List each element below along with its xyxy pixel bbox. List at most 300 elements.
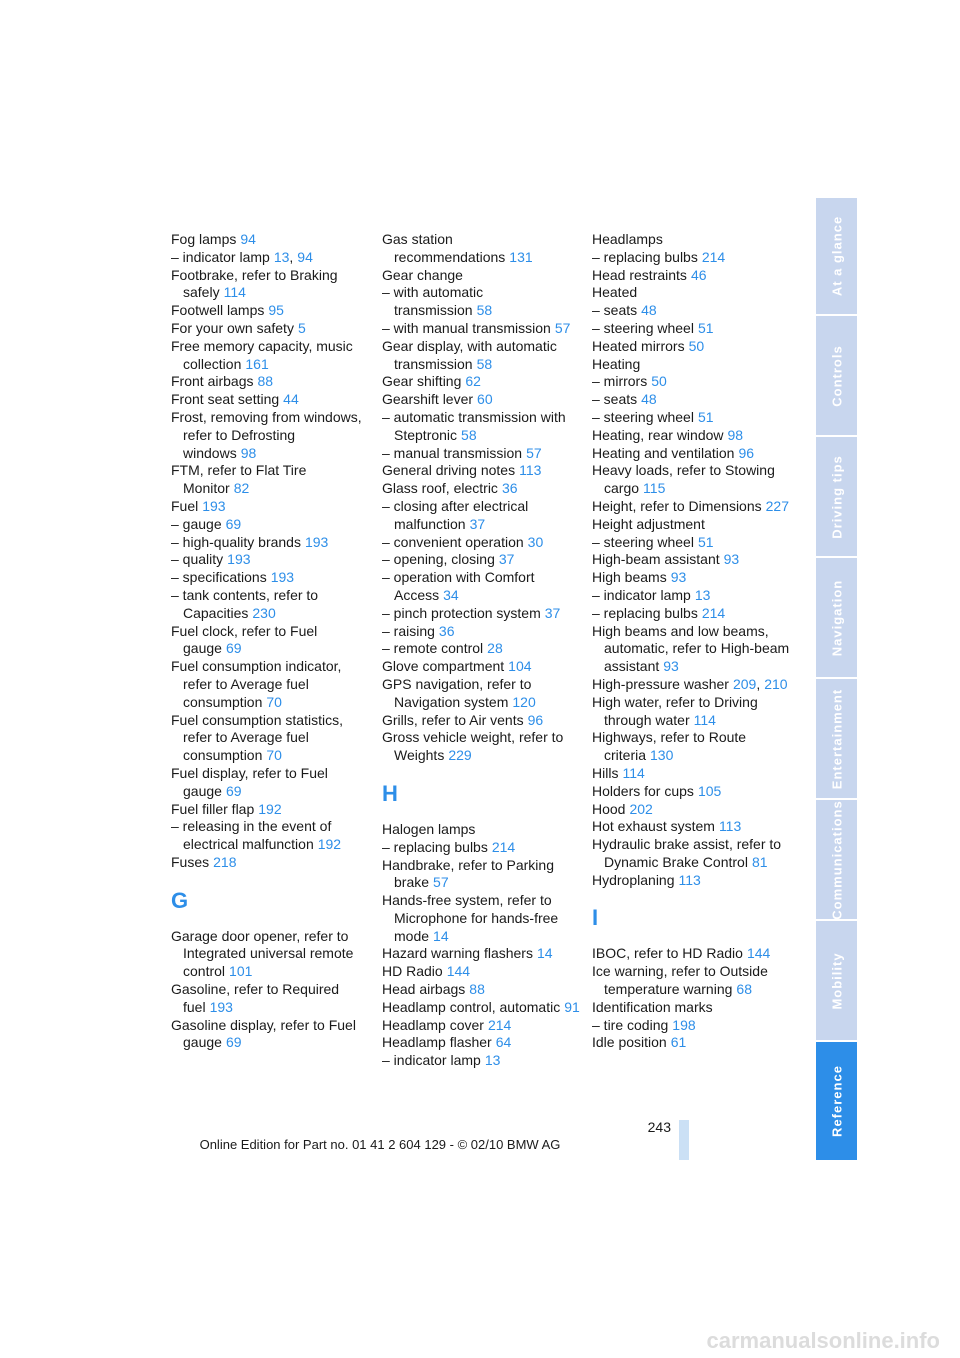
page-reference-link[interactable]: 114 [223, 284, 246, 301]
index-entry [382, 605, 582, 623]
page-reference-link[interactable]: 60 [477, 391, 493, 408]
page-reference-link[interactable]: 161 [245, 355, 269, 372]
page-reference-link[interactable]: 193 [209, 998, 233, 1015]
page-reference-link[interactable]: 69 [225, 515, 242, 532]
index-entry [171, 373, 371, 391]
page-reference-link[interactable]: 101 [229, 963, 253, 980]
index-entry [592, 729, 792, 765]
index-entry-text: – with automatic transmission [382, 284, 484, 319]
index-entry-text: – steering wheel [592, 533, 694, 550]
index-entry [592, 409, 792, 427]
page-reference-link[interactable]: 28 [487, 640, 503, 657]
index-entry-text: – indicator lamp [382, 1052, 481, 1069]
index-entry [592, 249, 792, 267]
index-entry-text: Halogen lamps [382, 820, 476, 837]
index-entry-text: Gasoline, refer to Required fuel [171, 981, 340, 1015]
page-reference-link[interactable]: 114 [622, 764, 645, 781]
index-entry-text: – gauge [171, 515, 222, 532]
index-entry-text: – raising [382, 622, 435, 639]
page-reference-link[interactable]: 214 [701, 604, 726, 621]
index-entry [592, 267, 792, 285]
index-entry [171, 712, 371, 765]
index-entry [382, 445, 582, 463]
index-entry-text: Handbrake, refer to Parking brake [382, 856, 554, 891]
section-tab-mobility[interactable] [816, 921, 857, 1040]
index-entry [592, 534, 792, 552]
page-reference-link[interactable]: 198 [672, 1016, 696, 1033]
index-entry-text: Hands-free system, refer to Microphone for hands-free mode [382, 892, 559, 944]
page-reference-link[interactable]: 44 [283, 391, 299, 408]
page-reference-link[interactable]: 104 [508, 658, 532, 675]
index-entry-text: Hot exhaust system [592, 818, 715, 835]
index-entry-text: – replacing bulbs [382, 838, 488, 855]
index-entry-text: – tank contents, refer to Capacities [171, 586, 319, 621]
page-reference-link[interactable]: 115 [643, 480, 666, 497]
page-reference-link[interactable]: 229 [448, 747, 472, 764]
section-tab-label: At a glance [829, 215, 844, 297]
index-entry-text: High-beam assistant [592, 551, 720, 568]
index-entry [382, 462, 582, 480]
index-entry [171, 1017, 371, 1053]
index-entry-text: Ice warning, refer to Outside temperature warning [592, 963, 768, 998]
section-tab-label: Communications [829, 799, 844, 920]
index-entry [171, 391, 371, 409]
index-entry-text: Front airbags [171, 373, 254, 390]
index-entry [592, 373, 792, 391]
index-entry [382, 1052, 582, 1070]
index-entry [171, 818, 371, 854]
section-tab-label: Driving tips [829, 454, 844, 539]
index-entry [382, 1034, 582, 1052]
index-entry [592, 783, 792, 801]
page-reference-link[interactable]: 37 [469, 515, 486, 532]
index-entry [171, 409, 371, 462]
index-column-1 [171, 231, 371, 1052]
section-tab-label: Reference [829, 1065, 844, 1137]
index-letter-heading: H [382, 780, 398, 806]
page-reference-link[interactable]: 96 [527, 711, 544, 728]
index-entry [171, 981, 371, 1017]
index-entry [382, 498, 582, 534]
index-entry-text: Fuel clock, refer to Fuel gauge [171, 622, 318, 657]
index-entry [592, 516, 792, 534]
page-reference-link[interactable]: 210 [764, 675, 788, 692]
page-reference-link[interactable]: 64 [495, 1034, 512, 1051]
index-entry-text: Identification marks [592, 998, 713, 1015]
page-reference-link[interactable]: 192 [317, 836, 342, 853]
page-reference-link[interactable]: 58 [476, 302, 493, 319]
page-reference-link[interactable]: 144 [746, 945, 771, 962]
index-entry [592, 338, 792, 356]
page-reference-link[interactable]: 96 [738, 444, 755, 461]
page-reference-link[interactable]: 36 [501, 480, 518, 497]
index-entry-text: Fog lamps [171, 231, 237, 247]
page-reference-link[interactable]: 57 [526, 444, 542, 461]
index-entry-text: Frost, removing from windows, refer to Defrosting windows [171, 408, 362, 461]
page-reference-link[interactable]: 48 [641, 302, 657, 319]
index-entry-text: – steering wheel [592, 408, 694, 425]
index-entry-text: Heating [592, 355, 641, 372]
index-entry [382, 640, 582, 658]
index-entry-text: Hazard warning flashers [382, 945, 533, 962]
page-reference-link[interactable]: 214 [701, 248, 726, 265]
page-reference-link[interactable]: 57 [433, 874, 449, 891]
page-reference-link[interactable]: 37 [498, 551, 515, 568]
index-entry-text: – automatic transmission with Steptronic [382, 408, 566, 443]
index-entry-text: Free memory capacity, music collection [171, 337, 353, 372]
index-entry-text: Fuel [171, 497, 199, 514]
index-entry [592, 872, 792, 890]
page-reference-link[interactable]: 51 [697, 408, 714, 425]
page-reference-link[interactable]: 193 [202, 497, 226, 514]
page-reference-link[interactable]: 130 [650, 747, 674, 764]
section-tab-label: Entertainment [829, 688, 844, 789]
index-entry [382, 892, 582, 945]
page-reference-link[interactable]: 193 [270, 569, 295, 586]
index-entry-text: Heated mirrors [592, 337, 685, 354]
page-reference-link[interactable]: 30 [527, 533, 544, 550]
page-reference-link[interactable]: 94 [240, 231, 256, 247]
index-entry [382, 551, 582, 569]
index-entry-text: Gearshift lever [382, 391, 474, 408]
index-entry-text: High water, refer to Driving through water [592, 693, 758, 728]
page-reference-link[interactable]: 114 [693, 711, 716, 728]
index-entry-text: GPS navigation, refer to Navigation system [382, 675, 532, 710]
index-entry [382, 338, 582, 374]
index-entry-text: Fuel consumption statistics, refer to Average fuel consumption [171, 711, 343, 764]
index-entry-text: – seats [592, 302, 638, 319]
index-entry-text: Gear display, with automatic transmission [382, 337, 557, 372]
page-reference-link[interactable]: 113 [678, 871, 701, 888]
page-reference-link[interactable]: 214 [491, 838, 516, 855]
index-entry [592, 551, 792, 569]
index-entry [382, 231, 582, 267]
page-reference-link[interactable]: 91 [564, 998, 580, 1015]
index-entry [382, 267, 582, 285]
index-letter-heading: I [592, 905, 599, 931]
index-entry [382, 729, 582, 765]
index-entry [171, 534, 371, 552]
page-reference-link[interactable]: 193 [304, 533, 329, 550]
page-reference-link[interactable]: 61 [670, 1034, 687, 1051]
page-reference-link[interactable]: 82 [233, 480, 250, 497]
index-entry-text: – high-quality brands [171, 533, 301, 550]
index-entry-text: – tire coding [592, 1016, 669, 1033]
index-entry [592, 445, 792, 463]
index-entry [592, 818, 792, 836]
section-tab-entertainment[interactable] [816, 679, 857, 798]
index-entry [382, 320, 582, 338]
index-entry [592, 836, 792, 872]
index-entry [171, 658, 371, 711]
page-reference-link[interactable]: 94 [297, 248, 313, 265]
index-entry-text: Front seat setting [171, 391, 280, 408]
page-reference-link[interactable]: 209 [732, 675, 757, 692]
page-number: 243 [647, 1119, 671, 1135]
index-entry [382, 981, 582, 999]
index-entry [592, 302, 792, 320]
index-entry-text: High beams and low beams, automatic, refer to High-beam assistant [592, 622, 790, 675]
index-entry-text: Heating, rear window [592, 426, 724, 443]
index-entry-text: – quality [171, 551, 224, 568]
index-entry-text: Hood [592, 800, 626, 817]
index-entry-text: – releasing in the event of electrical malfunction [171, 818, 332, 853]
index-entry [171, 854, 371, 872]
index-entry-text: Heavy loads, refer to Stowing cargo [592, 462, 775, 497]
page-reference-link[interactable]: 13 [273, 248, 290, 265]
index-entry [592, 1017, 792, 1035]
index-entry [171, 320, 371, 338]
section-tab-label: Navigation [829, 579, 844, 656]
page-reference-link[interactable]: 227 [765, 497, 789, 514]
page-reference-link[interactable]: 58 [476, 355, 493, 372]
index-entry-text: High beams [592, 569, 667, 586]
index-entry [382, 569, 582, 605]
index-entry [382, 839, 582, 857]
index-entry [382, 391, 582, 409]
page-reference-link[interactable]: 70 [266, 747, 282, 764]
index-entry-text: Gear shifting [382, 373, 462, 390]
index-entry-text: Heating and ventilation [592, 444, 735, 461]
index-entry-text: Fuel display, refer to Fuel gauge [171, 764, 328, 799]
index-entry-text: Footbrake, refer to Braking safely [171, 266, 338, 301]
index-entry-text: Glass roof, electric [382, 480, 498, 497]
index-entry-text: Footwell lamps [171, 302, 265, 319]
page-reference-link[interactable]: 202 [629, 800, 653, 817]
index-entry [382, 284, 582, 320]
index-entry-text: Head airbags [382, 981, 466, 998]
page-reference-link[interactable]: 81 [751, 853, 768, 870]
page-reference-link[interactable]: 105 [697, 782, 722, 799]
page-reference-link[interactable]: 34 [443, 586, 459, 603]
index-entry [592, 623, 792, 676]
index-entry-text: Fuel filler flap [171, 800, 255, 817]
page-reference-link[interactable]: 48 [641, 391, 657, 408]
index-entry-text: – pinch protection system [382, 604, 541, 621]
index-entry-text: Head restraints [592, 266, 687, 283]
page-reference-link[interactable]: 98 [240, 444, 257, 461]
page-reference-link[interactable]: 50 [688, 337, 705, 354]
index-entry-text: Highways, refer to Route criteria [592, 729, 747, 764]
index-entry [382, 712, 582, 730]
index-entry-text: Headlamps [592, 231, 663, 247]
page-reference-link[interactable]: 218 [213, 853, 237, 870]
index-entry-text: Headlamp control, automatic [382, 998, 561, 1015]
index-entry-text: Heated [592, 284, 638, 301]
index-entry-text: Hydroplaning [592, 871, 675, 888]
index-letter-heading: G [171, 887, 189, 913]
page-reference-link[interactable]: 57 [554, 319, 571, 336]
index-entry [382, 534, 582, 552]
page-reference-link[interactable]: 14 [536, 945, 553, 962]
index-entry [171, 623, 371, 659]
index-entry-text: Idle position [592, 1034, 667, 1051]
index-entry [592, 284, 792, 302]
index-entry-text: Fuses [171, 853, 210, 870]
index-entry-text: – operation with Comfort Access [382, 569, 535, 603]
watermark: carmanualsonline.info [706, 1328, 940, 1353]
page-reference-link[interactable]: 93 [723, 551, 740, 568]
page-reference-link[interactable]: 69 [225, 1034, 242, 1051]
index-entry-text: Gasoline display, refer to Fuel gauge [171, 1016, 356, 1051]
index-entry-text: – indicator lamp [592, 586, 691, 603]
section-tab-navigation[interactable] [816, 558, 857, 677]
index-entry [382, 676, 582, 712]
index-entry: High-pressure washer 209, 210 [592, 675, 788, 692]
index-entry [592, 498, 792, 516]
index-entry [592, 462, 792, 498]
index-column-2 [382, 231, 582, 1070]
page-reference-link[interactable]: 68 [736, 981, 752, 998]
index-entry-text: Glove compartment [382, 658, 505, 675]
index-entry [382, 821, 582, 839]
section-tab-communications[interactable] [816, 800, 857, 919]
index-entry [382, 857, 582, 893]
index-entry-text: – replacing bulbs [592, 248, 698, 265]
page-reference-link[interactable]: 50 [651, 373, 667, 390]
index-entry [592, 587, 792, 605]
index-entry [592, 801, 792, 819]
index-entry [171, 498, 371, 516]
index-entry-text: Holders for cups [592, 782, 694, 799]
index-entry [592, 569, 792, 587]
index-entry-text: Gross vehicle weight, refer to Weights [382, 729, 564, 764]
index-entry [592, 765, 792, 783]
page-reference-link[interactable]: 93 [670, 569, 687, 586]
index-entry [382, 945, 582, 963]
section-tab-at-a-glance[interactable] [816, 198, 857, 314]
index-entry-text: – remote control [382, 640, 484, 657]
page-reference-link[interactable]: 98 [727, 426, 744, 443]
index-entry: – indicator lamp 13, 94 [171, 248, 313, 265]
page-reference-link[interactable]: 131 [509, 248, 533, 265]
index-entry-text: – convenient operation [382, 533, 524, 550]
index-entry-text: Gas station recommendations [382, 231, 506, 265]
page-reference-link[interactable]: 36 [438, 622, 455, 639]
page-reference-link[interactable]: 88 [257, 373, 274, 390]
page-reference-link[interactable]: 113 [718, 818, 742, 835]
index-entry [171, 569, 371, 587]
index-column-3 [592, 231, 792, 1052]
index-entry [171, 462, 371, 498]
footer [0, 1137, 960, 1152]
index-entry [171, 928, 371, 981]
index-entry [171, 338, 371, 374]
index-entry-text: General driving notes [382, 462, 516, 479]
index-entry [592, 605, 792, 623]
footer-text: Online Edition for Part no. 01 41 2 604 129 - © 02/10 BMW AG [199, 1137, 561, 1152]
page-reference-link[interactable]: 193 [227, 551, 251, 568]
page-reference-link[interactable]: 93 [663, 658, 679, 675]
page-reference-link[interactable]: 46 [690, 266, 707, 283]
index-entry-text: Gear change [382, 266, 463, 283]
section-tabs [816, 198, 857, 1160]
index-entry-text: HD Radio [382, 963, 443, 980]
page-reference-link[interactable]: 51 [697, 319, 714, 336]
page-reference-link[interactable]: 5 [297, 319, 306, 336]
index-entry-text: Height adjustment [592, 515, 705, 532]
page-reference-link[interactable]: 95 [268, 302, 284, 319]
index-entry-text: High-pressure washer [592, 675, 729, 692]
index-entry [382, 658, 582, 676]
index-entry [171, 551, 371, 569]
page-reference-link[interactable]: 144 [446, 963, 471, 980]
page-reference-link[interactable]: 69 [225, 640, 242, 657]
index-entry-text: – seats [592, 391, 638, 408]
page-reference-link[interactable]: 88 [469, 981, 485, 998]
page-reference-link[interactable]: 62 [465, 373, 481, 390]
index-entry [382, 480, 582, 498]
index-entry [382, 963, 582, 981]
index-entry [171, 302, 371, 320]
section-tab-driving-tips[interactable] [816, 437, 857, 556]
page-reference-link[interactable]: 14 [433, 927, 449, 944]
index-entry-text: Garage door opener, refer to Integrated universal remote control [171, 927, 354, 980]
index-entry [382, 623, 582, 641]
page-reference-link[interactable]: 51 [697, 533, 714, 550]
index-entry [171, 765, 371, 801]
page-reference-link[interactable]: 230 [252, 604, 276, 621]
index-entry [171, 801, 371, 819]
index-entry [382, 409, 582, 445]
index-entry [592, 356, 792, 374]
index-entry [592, 999, 792, 1017]
page-reference-link[interactable]: 58 [461, 426, 477, 443]
index-entry-text: – indicator lamp [171, 248, 270, 265]
index-entry-text: FTM, refer to Flat Tire Monitor [171, 462, 307, 497]
index-entry-text: Hydraulic brake assist, refer to Dynamic Brake Control [592, 836, 782, 870]
page-reference-link[interactable]: 214 [487, 1016, 512, 1033]
page-reference-link[interactable]: 37 [544, 604, 561, 621]
index-entry-text: For your own safety [171, 319, 294, 336]
page-reference-link[interactable]: 192 [258, 800, 282, 817]
section-tab-controls[interactable] [816, 316, 857, 435]
index-entry [382, 999, 582, 1017]
index-entry [171, 516, 371, 534]
page-reference-link[interactable]: 13 [694, 586, 711, 603]
index-entry-text: – opening, closing [382, 551, 495, 568]
index-entry [171, 587, 371, 623]
index-entry [592, 945, 792, 963]
index-entry [592, 231, 792, 249]
page-reference-link[interactable]: 113 [519, 462, 542, 479]
section-tab-label: Controls [829, 344, 844, 407]
index-entry [592, 391, 792, 409]
index-entry-text: – steering wheel [592, 319, 694, 336]
index-entry-text: – with manual transmission [382, 319, 551, 336]
index-entry [382, 373, 582, 391]
index-entry [592, 320, 792, 338]
page-reference-link[interactable]: 13 [484, 1052, 501, 1069]
page-reference-link[interactable]: 120 [512, 693, 536, 710]
index-entry-text: Hills [592, 764, 619, 781]
index-entry [592, 963, 792, 999]
index-entry [171, 231, 371, 249]
page-reference-link[interactable]: 69 [225, 782, 242, 799]
index-entry-text: – specifications [171, 569, 267, 586]
index-entry [592, 694, 792, 730]
index-entry-text: Fuel consumption indicator, refer to Average fuel consumption [171, 658, 342, 710]
index-entry [592, 427, 792, 445]
index-entry-text: Height, refer to Dimensions [592, 497, 762, 514]
page-reference-link[interactable]: 70 [266, 693, 282, 710]
index-entry-text: – manual transmission [382, 444, 523, 461]
index-entry-text: – closing after electrical malfunction [382, 497, 529, 532]
section-tab-label: Mobility [829, 951, 844, 1010]
index-entry-text: Headlamp flasher [382, 1034, 492, 1051]
index-entry [592, 1034, 792, 1052]
index-entry-text: – replacing bulbs [592, 604, 698, 621]
